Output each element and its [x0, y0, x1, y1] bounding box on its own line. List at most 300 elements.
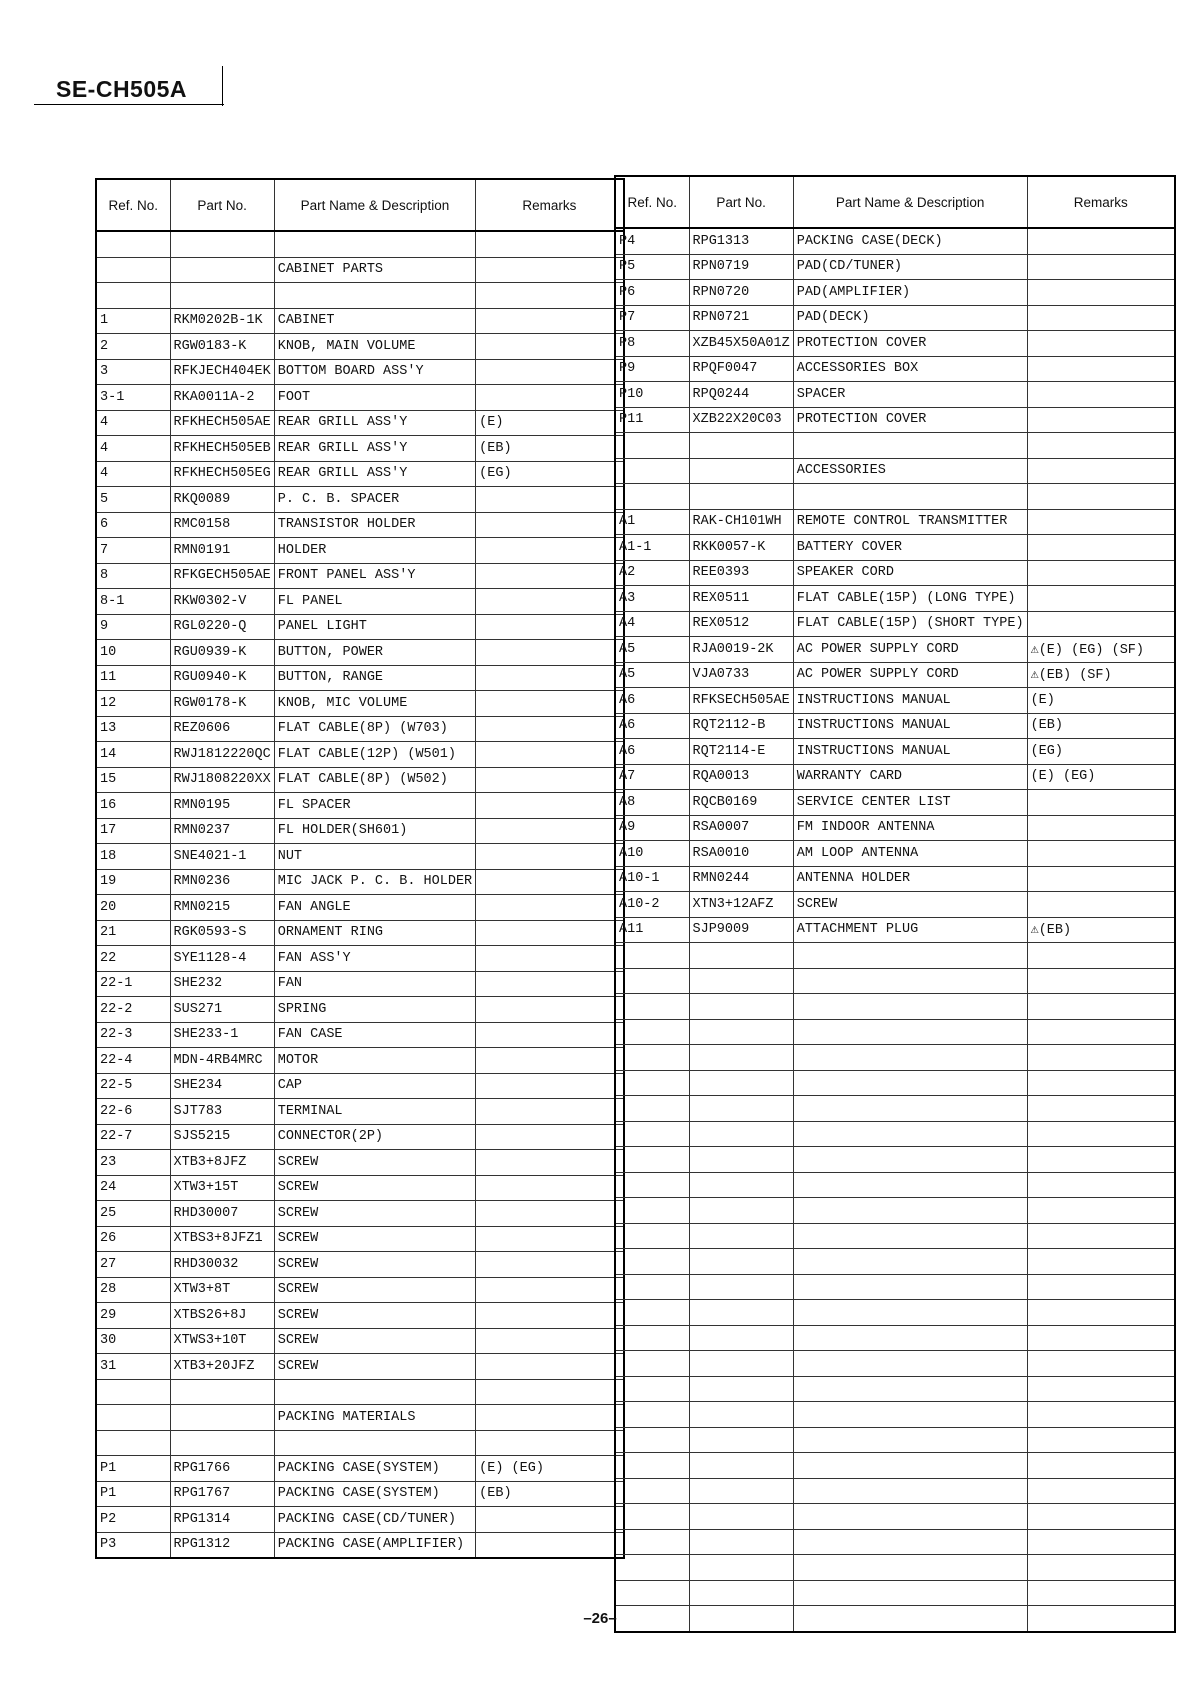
- part-no-cell: VJA0733: [689, 662, 793, 688]
- description-cell: CABINET PARTS: [274, 257, 475, 283]
- ref-cell: [615, 1070, 689, 1096]
- table-row: [96, 793, 624, 819]
- remarks-cell: [476, 1150, 624, 1176]
- table-row: [615, 254, 1175, 280]
- description-cell: PACKING CASE(CD/TUNER): [274, 1507, 475, 1533]
- remarks-cell: [1027, 1045, 1175, 1071]
- description-cell: ORNAMENT RING: [274, 920, 475, 946]
- table-row: [615, 1529, 1175, 1555]
- table-row: [615, 1249, 1175, 1275]
- col-header-ref: Ref. No.: [615, 176, 689, 228]
- ref-cell: [615, 1198, 689, 1224]
- remarks-cell: [1027, 1147, 1175, 1173]
- description-cell: ATTACHMENT PLUG: [793, 917, 1027, 943]
- table-row: [96, 589, 624, 615]
- remarks-cell: [476, 1405, 624, 1431]
- description-cell: FAN ANGLE: [274, 895, 475, 921]
- part-no-cell: RWJ1808220XX: [170, 767, 274, 793]
- description-cell: SCREW: [274, 1201, 475, 1227]
- table-row: [615, 433, 1175, 459]
- ref-cell: [615, 1274, 689, 1300]
- ref-cell: 20: [96, 895, 170, 921]
- table-row: [96, 818, 624, 844]
- part-no-cell: REE0393: [689, 560, 793, 586]
- description-cell: SCREW: [274, 1354, 475, 1380]
- table-row: [615, 917, 1175, 943]
- part-no-cell: RFKHECH505AE: [170, 410, 274, 436]
- description-cell: FL HOLDER(SH601): [274, 818, 475, 844]
- ref-cell: A6: [615, 688, 689, 714]
- description-cell: FOOT: [274, 385, 475, 411]
- ref-cell: A4: [615, 611, 689, 637]
- table-row: [96, 1175, 624, 1201]
- part-no-cell: RPG1766: [170, 1456, 274, 1482]
- description-cell: [793, 1351, 1027, 1377]
- ref-cell: P4: [615, 228, 689, 254]
- remarks-cell: (E): [476, 410, 624, 436]
- table-row: [96, 1124, 624, 1150]
- part-no-cell: [689, 1121, 793, 1147]
- ref-cell: A1-1: [615, 535, 689, 561]
- remarks-cell: [1027, 1606, 1175, 1632]
- description-cell: KNOB, MIC VOLUME: [274, 691, 475, 717]
- description-cell: REAR GRILL ASS'Y: [274, 410, 475, 436]
- table-row: [615, 331, 1175, 357]
- table-row: [96, 997, 624, 1023]
- ref-cell: 3: [96, 359, 170, 385]
- ref-cell: [615, 1453, 689, 1479]
- description-cell: [793, 1402, 1027, 1428]
- remarks-cell: [476, 1175, 624, 1201]
- description-cell: BUTTON, POWER: [274, 640, 475, 666]
- ref-cell: P1: [96, 1481, 170, 1507]
- ref-cell: A11: [615, 917, 689, 943]
- part-no-cell: [689, 1096, 793, 1122]
- part-no-cell: [689, 458, 793, 484]
- table-row: [615, 968, 1175, 994]
- ref-cell: P7: [615, 305, 689, 331]
- part-no-cell: [689, 1070, 793, 1096]
- table-row: [615, 943, 1175, 969]
- description-cell: [793, 968, 1027, 994]
- part-no-cell: XTWS3+10T: [170, 1328, 274, 1354]
- ref-cell: 11: [96, 665, 170, 691]
- description-cell: SPRING: [274, 997, 475, 1023]
- part-no-cell: RKK0057-K: [689, 535, 793, 561]
- part-no-cell: SUS271: [170, 997, 274, 1023]
- description-cell: [793, 1121, 1027, 1147]
- description-cell: [793, 943, 1027, 969]
- table-row: [96, 257, 624, 283]
- ref-cell: A8: [615, 790, 689, 816]
- remarks-cell: [1027, 841, 1175, 867]
- ref-cell: 17: [96, 818, 170, 844]
- part-no-cell: XTBS26+8J: [170, 1303, 274, 1329]
- part-no-cell: XTBS3+8JFZ1: [170, 1226, 274, 1252]
- description-cell: [793, 1198, 1027, 1224]
- remarks-cell: [1027, 407, 1175, 433]
- ref-cell: [615, 1045, 689, 1071]
- description-cell: PANEL LIGHT: [274, 614, 475, 640]
- part-no-cell: RPN0720: [689, 280, 793, 306]
- part-no-cell: RQCB0169: [689, 790, 793, 816]
- remarks-cell: [476, 920, 624, 946]
- remarks-cell: [476, 767, 624, 793]
- remarks-cell: [476, 1507, 624, 1533]
- remarks-cell: (E) (EG): [476, 1456, 624, 1482]
- table-row: [96, 767, 624, 793]
- part-no-cell: RPQF0047: [689, 356, 793, 382]
- ref-cell: [615, 1249, 689, 1275]
- ref-cell: P3: [96, 1532, 170, 1558]
- ref-cell: A3: [615, 586, 689, 612]
- table-row: [615, 1019, 1175, 1045]
- ref-cell: 5: [96, 487, 170, 513]
- part-no-cell: RGW0183-K: [170, 334, 274, 360]
- col-header-part: Part No.: [170, 179, 274, 231]
- ref-cell: [615, 1223, 689, 1249]
- ref-cell: [615, 1121, 689, 1147]
- ref-cell: [615, 1504, 689, 1530]
- description-cell: [793, 1325, 1027, 1351]
- description-cell: INSTRUCTIONS MANUAL: [793, 739, 1027, 765]
- remarks-cell: [1027, 1504, 1175, 1530]
- description-cell: [793, 994, 1027, 1020]
- remarks-cell: [476, 614, 624, 640]
- ref-cell: 3-1: [96, 385, 170, 411]
- remarks-cell: [1027, 356, 1175, 382]
- remarks-cell: [1027, 1223, 1175, 1249]
- part-no-cell: RMN0215: [170, 895, 274, 921]
- remarks-cell: [476, 359, 624, 385]
- remarks-cell: [476, 334, 624, 360]
- description-cell: MOTOR: [274, 1048, 475, 1074]
- ref-cell: 2: [96, 334, 170, 360]
- table-row: [96, 1507, 624, 1533]
- table-row: [96, 614, 624, 640]
- remarks-cell: [476, 895, 624, 921]
- description-cell: ANTENNA HOLDER: [793, 866, 1027, 892]
- ref-cell: 8-1: [96, 589, 170, 615]
- part-no-cell: XZB22X20C03: [689, 407, 793, 433]
- table-row: [96, 1303, 624, 1329]
- table-row: [615, 1147, 1175, 1173]
- remarks-cell: [476, 997, 624, 1023]
- remarks-cell: [1027, 1121, 1175, 1147]
- remarks-cell: [1027, 892, 1175, 918]
- remarks-cell: [476, 1277, 624, 1303]
- table-row: [96, 1430, 624, 1456]
- remarks-cell: [1027, 1172, 1175, 1198]
- description-cell: [793, 1274, 1027, 1300]
- description-cell: [274, 283, 475, 309]
- ref-cell: P1: [96, 1456, 170, 1482]
- ref-cell: A6: [615, 739, 689, 765]
- ref-cell: 4: [96, 461, 170, 487]
- description-cell: FRONT PANEL ASS'Y: [274, 563, 475, 589]
- table-row: [96, 1328, 624, 1354]
- remarks-cell: [476, 538, 624, 564]
- ref-cell: A6: [615, 713, 689, 739]
- ref-cell: 9: [96, 614, 170, 640]
- table-row: [96, 895, 624, 921]
- remarks-cell: [1027, 1453, 1175, 1479]
- part-no-cell: [689, 1427, 793, 1453]
- ref-cell: [615, 1427, 689, 1453]
- table-row: [615, 305, 1175, 331]
- table-row: [615, 994, 1175, 1020]
- ref-cell: [615, 1351, 689, 1377]
- remarks-cell: [476, 1430, 624, 1456]
- table-row: [96, 1379, 624, 1405]
- remarks-cell: [476, 1328, 624, 1354]
- description-cell: AC POWER SUPPLY CORD: [793, 637, 1027, 663]
- description-cell: MIC JACK P. C. B. HOLDER: [274, 869, 475, 895]
- part-no-cell: [689, 1529, 793, 1555]
- description-cell: PROTECTION COVER: [793, 331, 1027, 357]
- table-row: [615, 1070, 1175, 1096]
- ref-cell: [615, 1555, 689, 1581]
- table-row: [96, 1048, 624, 1074]
- ref-cell: [615, 1580, 689, 1606]
- remarks-cell: ⚠(E) (EG) (SF): [1027, 637, 1175, 663]
- table-row: [96, 461, 624, 487]
- table-row: [615, 1045, 1175, 1071]
- part-no-cell: [689, 968, 793, 994]
- part-no-cell: RMN0195: [170, 793, 274, 819]
- col-header-remarks: Remarks: [1027, 176, 1175, 228]
- part-no-cell: [689, 1351, 793, 1377]
- remarks-cell: [1027, 1427, 1175, 1453]
- description-cell: TRANSISTOR HOLDER: [274, 512, 475, 538]
- page-number: –26–: [583, 1610, 617, 1627]
- description-cell: SCREW: [274, 1252, 475, 1278]
- description-cell: SCREW: [274, 1150, 475, 1176]
- part-no-cell: [689, 1019, 793, 1045]
- ref-cell: [96, 1379, 170, 1405]
- remarks-cell: [1027, 968, 1175, 994]
- table-row: [96, 487, 624, 513]
- ref-cell: [615, 1478, 689, 1504]
- description-cell: PAD(DECK): [793, 305, 1027, 331]
- remarks-cell: (EB): [476, 1481, 624, 1507]
- part-no-cell: XTB3+20JFZ: [170, 1354, 274, 1380]
- remarks-cell: [476, 793, 624, 819]
- part-no-cell: [689, 943, 793, 969]
- table-row: [96, 971, 624, 997]
- remarks-cell: (EG): [1027, 739, 1175, 765]
- remarks-cell: [1027, 1478, 1175, 1504]
- table-row: [96, 691, 624, 717]
- col-header-desc: Part Name & Description: [793, 176, 1027, 228]
- ref-cell: 4: [96, 410, 170, 436]
- ref-cell: [96, 257, 170, 283]
- ref-cell: [615, 484, 689, 510]
- table-row: [615, 1325, 1175, 1351]
- remarks-cell: [476, 665, 624, 691]
- ref-cell: [615, 1300, 689, 1326]
- description-cell: [274, 1379, 475, 1405]
- table-row: [96, 1481, 624, 1507]
- ref-cell: 23: [96, 1150, 170, 1176]
- remarks-cell: [1027, 305, 1175, 331]
- remarks-cell: [1027, 1070, 1175, 1096]
- description-cell: CABINET: [274, 308, 475, 334]
- description-cell: AC POWER SUPPLY CORD: [793, 662, 1027, 688]
- description-cell: FL SPACER: [274, 793, 475, 819]
- part-no-cell: RPQ0244: [689, 382, 793, 408]
- description-cell: REMOTE CONTROL TRANSMITTER: [793, 509, 1027, 535]
- ref-cell: [615, 994, 689, 1020]
- part-no-cell: RGK0593-S: [170, 920, 274, 946]
- part-no-cell: XTB3+8JFZ: [170, 1150, 274, 1176]
- ref-cell: [615, 433, 689, 459]
- table-row: [615, 484, 1175, 510]
- ref-cell: P6: [615, 280, 689, 306]
- ref-cell: [615, 968, 689, 994]
- description-cell: BOTTOM BOARD ASS'Y: [274, 359, 475, 385]
- table-row: [615, 1555, 1175, 1581]
- table-row: [615, 841, 1175, 867]
- ref-cell: [615, 1529, 689, 1555]
- col-header-part: Part No.: [689, 176, 793, 228]
- remarks-cell: [1027, 560, 1175, 586]
- ref-cell: 6: [96, 512, 170, 538]
- part-no-cell: RFKHECH505EB: [170, 436, 274, 462]
- part-no-cell: RHD30032: [170, 1252, 274, 1278]
- description-cell: [793, 1096, 1027, 1122]
- description-cell: [793, 1376, 1027, 1402]
- ref-cell: 26: [96, 1226, 170, 1252]
- remarks-cell: [476, 257, 624, 283]
- table-row: [96, 359, 624, 385]
- part-no-cell: SJS5215: [170, 1124, 274, 1150]
- description-cell: FLAT CABLE(15P) (LONG TYPE): [793, 586, 1027, 612]
- description-cell: P. C. B. SPACER: [274, 487, 475, 513]
- ref-cell: A10-1: [615, 866, 689, 892]
- ref-cell: 16: [96, 793, 170, 819]
- table-row: [615, 356, 1175, 382]
- remarks-cell: [1027, 254, 1175, 280]
- remarks-cell: [1027, 1249, 1175, 1275]
- table-row: [96, 1277, 624, 1303]
- remarks-cell: [476, 231, 624, 257]
- remarks-cell: [1027, 1402, 1175, 1428]
- header-tick: [222, 66, 223, 106]
- table-row: [615, 1300, 1175, 1326]
- table-row: [615, 407, 1175, 433]
- ref-cell: [615, 1019, 689, 1045]
- table-row: [96, 538, 624, 564]
- ref-cell: 15: [96, 767, 170, 793]
- remarks-cell: [476, 563, 624, 589]
- table-row: [96, 1456, 624, 1482]
- remarks-cell: [1027, 382, 1175, 408]
- ref-cell: [96, 231, 170, 257]
- description-cell: PACKING CASE(AMPLIFIER): [274, 1532, 475, 1558]
- part-no-cell: RMN0191: [170, 538, 274, 564]
- part-no-cell: [689, 1376, 793, 1402]
- part-no-cell: [689, 1478, 793, 1504]
- remarks-cell: [1027, 1351, 1175, 1377]
- part-no-cell: XZB45X50A01Z: [689, 331, 793, 357]
- remarks-cell: [476, 512, 624, 538]
- table-row: [615, 713, 1175, 739]
- table-row: [96, 640, 624, 666]
- remarks-cell: [476, 844, 624, 870]
- remarks-cell: (EB): [476, 436, 624, 462]
- remarks-cell: [476, 946, 624, 972]
- ref-cell: [96, 283, 170, 309]
- part-no-cell: RPG1314: [170, 1507, 274, 1533]
- table-row: [615, 1606, 1175, 1632]
- part-no-cell: REZ0606: [170, 716, 274, 742]
- ref-cell: [615, 1376, 689, 1402]
- table-header-row: [615, 176, 1175, 228]
- ref-cell: 22-2: [96, 997, 170, 1023]
- ref-cell: A10: [615, 841, 689, 867]
- remarks-cell: [1027, 611, 1175, 637]
- table-row: [96, 844, 624, 870]
- table-row: [615, 1274, 1175, 1300]
- part-no-cell: SYE1128-4: [170, 946, 274, 972]
- table-row: [96, 1532, 624, 1558]
- table-row: [96, 385, 624, 411]
- ref-cell: [615, 1402, 689, 1428]
- remarks-cell: [1027, 1529, 1175, 1555]
- remarks-cell: [1027, 1325, 1175, 1351]
- remarks-cell: [476, 487, 624, 513]
- table-row: [615, 688, 1175, 714]
- part-no-cell: [170, 257, 274, 283]
- remarks-cell: [476, 1303, 624, 1329]
- description-cell: ACCESSORIES BOX: [793, 356, 1027, 382]
- description-cell: [793, 1478, 1027, 1504]
- table-row: [96, 334, 624, 360]
- remarks-cell: [1027, 1096, 1175, 1122]
- table-row: [96, 512, 624, 538]
- ref-cell: 1: [96, 308, 170, 334]
- ref-cell: 27: [96, 1252, 170, 1278]
- part-no-cell: [689, 1223, 793, 1249]
- table-row: [615, 560, 1175, 586]
- description-cell: FL PANEL: [274, 589, 475, 615]
- table-row: [96, 1405, 624, 1431]
- remarks-cell: ⚠(EB) (SF): [1027, 662, 1175, 688]
- table-row: [615, 1223, 1175, 1249]
- ref-cell: 29: [96, 1303, 170, 1329]
- table-row: [615, 280, 1175, 306]
- part-no-cell: RPN0721: [689, 305, 793, 331]
- parts-table-right: [614, 175, 1176, 1633]
- remarks-cell: [1027, 815, 1175, 841]
- part-no-cell: RGW0178-K: [170, 691, 274, 717]
- part-no-cell: RAK-CH101WH: [689, 509, 793, 535]
- ref-cell: P8: [615, 331, 689, 357]
- description-cell: CONNECTOR(2P): [274, 1124, 475, 1150]
- description-cell: FAN CASE: [274, 1022, 475, 1048]
- remarks-cell: [476, 283, 624, 309]
- part-no-cell: XTW3+15T: [170, 1175, 274, 1201]
- remarks-cell: [1027, 1274, 1175, 1300]
- description-cell: [793, 1555, 1027, 1581]
- remarks-cell: [1027, 1019, 1175, 1045]
- part-no-cell: [689, 1325, 793, 1351]
- ref-cell: 22-6: [96, 1099, 170, 1125]
- description-cell: WARRANTY CARD: [793, 764, 1027, 790]
- remarks-cell: [476, 971, 624, 997]
- description-cell: REAR GRILL ASS'Y: [274, 436, 475, 462]
